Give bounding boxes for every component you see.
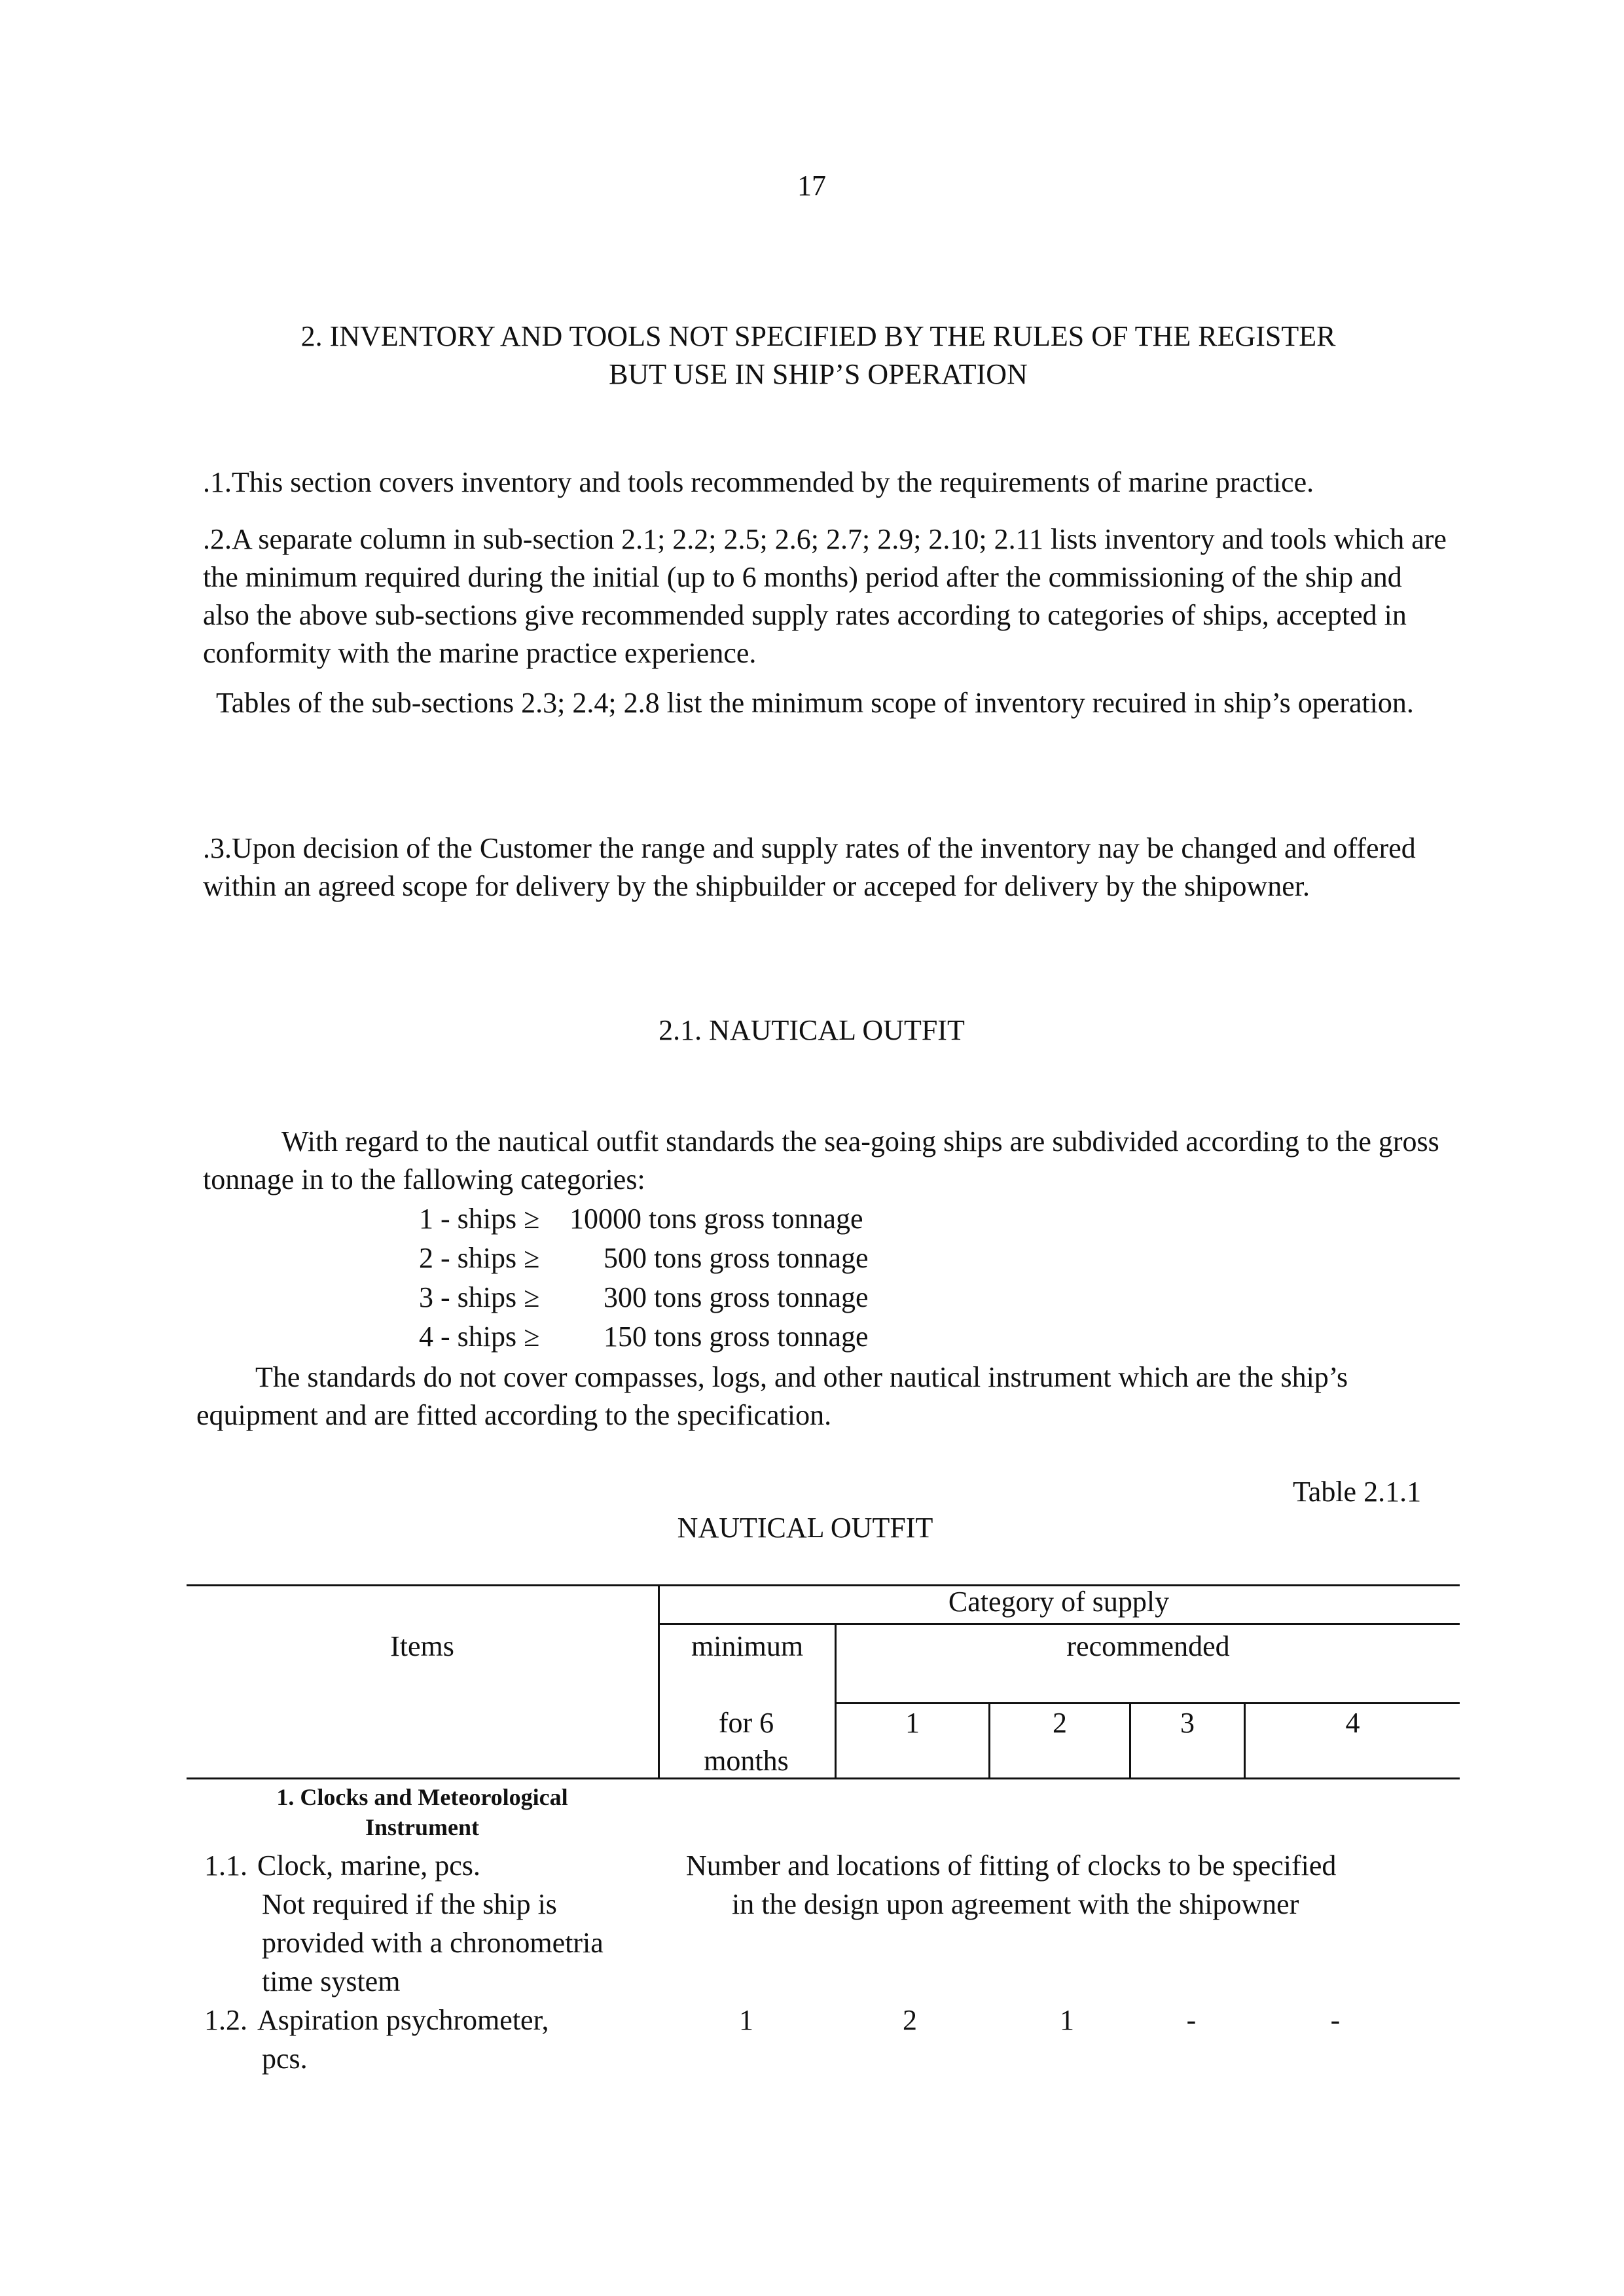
row-1-2-minimum: 1 (739, 2004, 753, 2036)
row-1-2-cat2: 1 (1060, 2004, 1074, 2036)
table-header-bottom-rule (187, 1777, 1460, 1779)
row-1-1-span-line1: Number and locations of fitting of clocks to be specified (686, 1850, 1337, 1882)
category-3-label: 3 - ships ≥ (419, 1281, 540, 1313)
category-4 (419, 1318, 869, 1356)
table-title: NAUTICAL OUTFIT (677, 1512, 933, 1544)
header-cat-4: 4 (1345, 1707, 1360, 1739)
subsection-note: The standards do not cover compasses, logs, and other nautical instrument which are the ship’s equipment and are fitted according to the specification. (196, 1361, 1348, 1431)
section-title-line1: 2. INVENTORY AND TOOLS NOT SPECIFIED BY THE RULES OF THE REGISTER (300, 320, 1336, 352)
category-1-label: 1 - ships ≥ (419, 1203, 540, 1235)
category-4-value: 150 tons gross tonnage (604, 1321, 869, 1353)
category-1-value: 10000 tons gross tonnage (569, 1203, 863, 1235)
table-number: Table 2.1.1 (1293, 1476, 1422, 1508)
category-2-label: 2 - ships ≥ (419, 1242, 540, 1274)
row-1-2-number: 1.2. (204, 2004, 247, 2036)
group-1-heading-line1: 1. Clocks and Meteorological (276, 1784, 568, 1810)
header-cat-3: 3 (1180, 1707, 1195, 1739)
row-1-2-cat1: 2 (903, 2004, 917, 2036)
row-1-1-name: Clock, marine, pcs. (257, 1850, 480, 1882)
row-1-1-note-line3: time system (262, 1965, 401, 1997)
row-1-2-name-line1: Aspiration psychrometer, (257, 2004, 549, 2036)
subsection-intro: With regard to the nautical outfit standards the sea-going ships are subdivided according to the gross tonnage in to the fallowing categories: (203, 1125, 1439, 1195)
category-4-label: 4 - ships ≥ (419, 1321, 540, 1353)
header-category-of-supply: Category of supply (948, 1586, 1170, 1618)
category-3 (419, 1279, 869, 1317)
row-1-1-span-line2: in the design upon agreement with the shipowner (732, 1888, 1299, 1920)
row-1-1-note-line1: Not required if the ship is (262, 1888, 557, 1920)
category-2 (419, 1239, 869, 1277)
header-minimum: minimum (691, 1630, 804, 1662)
header-for-6-months: for 6 months (704, 1707, 789, 1777)
category-header-rule (658, 1623, 1460, 1625)
row-1-1-note-line2: provided with a chronometria (262, 1927, 604, 1959)
group-1-heading-line2: Instrument (365, 1814, 479, 1840)
category-3-value: 300 tons gross tonnage (604, 1281, 869, 1313)
category-1 (419, 1200, 863, 1238)
paragraph-1: .1.This section covers inventory and tools recommended by the requirements of marine practice. (203, 466, 1314, 498)
row-1-2-cat4: - (1330, 2004, 1341, 2036)
header-recommended: recommended (1066, 1630, 1230, 1662)
subsection-title: 2.1. NAUTICAL OUTFIT (659, 1014, 965, 1046)
paragraph-3: Tables of the sub-sections 2.3; 2.4; 2.8 list the minimum scope of inventory recuired in ship’s operation. (216, 687, 1414, 719)
page-number: 17 (797, 170, 826, 202)
header-cat-2: 2 (1053, 1707, 1067, 1739)
section-title-line2: BUT USE IN SHIP’S OPERATION (609, 358, 1028, 390)
header-items: Items (390, 1630, 454, 1662)
header-cat-1: 1 (905, 1707, 920, 1739)
row-1-2-name-line2: pcs. (262, 2043, 308, 2075)
row-1-2-cat3: - (1186, 2004, 1197, 2036)
paragraph-2: .2.A separate column in sub-section 2.1; 2.2; 2.5; 2.6; 2.7; 2.9; 2.10; 2.11 lists inventory and tools which are the minimum required during the initial (up to 6 months) period after the commissioning of the ship and also the above sub-sections give recommended supply rates according to categories of ships, accepted in conformity with the marine practice experience. (203, 523, 1447, 669)
paragraph-4: .3.Upon decision of the Customer the range and supply rates of the inventory nay be changed and offered within an agreed scope for delivery by the shipbuilder or acceped for delivery by the shipowner. (203, 832, 1416, 902)
category-2-value: 500 tons gross tonnage (604, 1242, 869, 1274)
row-1-1-number: 1.1. (204, 1850, 247, 1882)
